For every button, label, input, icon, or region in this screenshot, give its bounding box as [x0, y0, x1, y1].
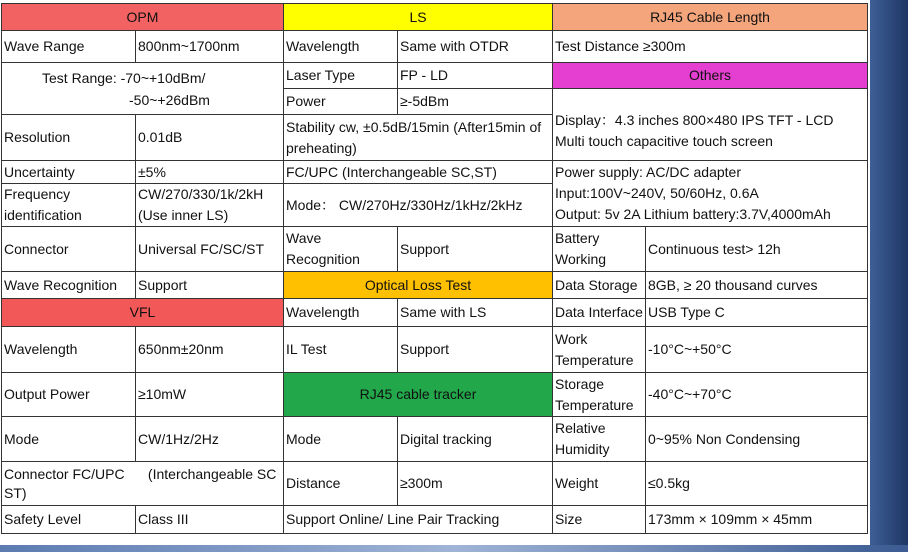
- battery-label: Battery Working: [553, 227, 646, 272]
- vfl-wavelength-label: Wavelength: [2, 327, 136, 373]
- rj45-test-distance: Test Distance ≥300m: [553, 31, 868, 63]
- ls-mode: Mode： CW/270Hz/330Hz/1kHz/2kHz: [284, 184, 553, 227]
- header-rj45-length: RJ45 Cable Length: [553, 4, 868, 31]
- others-touch-line: Multi touch capacitive touch screen: [555, 132, 773, 149]
- tracker-distance-label: Distance: [284, 462, 398, 506]
- opm-connector-value: Universal FC/SC/ST: [136, 227, 284, 272]
- header-opm: OPM: [2, 4, 284, 31]
- ls-stability: Stability cw, ±0.5dB/15min (After15min of preheating): [284, 115, 553, 161]
- header-optical-loss: Optical Loss Test: [284, 272, 553, 299]
- tracker-mode-value: Digital tracking: [398, 417, 553, 462]
- opm-freq-value: CW/270/330/1k/2kH (Use inner LS): [136, 184, 284, 227]
- opm-resolution-label: Resolution: [2, 115, 136, 161]
- vfl-mode-label: Mode: [2, 417, 136, 462]
- vfl-connector: Connector FC/UPC (Interchangeable SC ST): [2, 462, 284, 506]
- olt-wavelength-label: Wavelength: [284, 299, 398, 327]
- others-power-supply: Power supply: AC/DC adapter: [555, 164, 741, 180]
- ls-wavelength-label: Wavelength: [284, 31, 398, 63]
- work-temp-value: -10°C~+50°C: [646, 327, 868, 373]
- data-storage-value: 8GB, ≥ 20 thousand curves: [646, 272, 868, 299]
- humidity-label: Relative Humidity: [553, 417, 646, 462]
- ls-connector: FC/UPC (Interchangeable SC,ST): [284, 161, 553, 184]
- ls-power-value: ≥-5dBm: [398, 89, 553, 115]
- others-input: Input:100V~240V, 50/60Hz, 0.6A: [555, 185, 759, 201]
- tracker-distance-value: ≥300m: [398, 462, 553, 506]
- ls-wave-recog-label: Wave Recognition: [284, 227, 398, 272]
- opm-test-range-line2: -50~+26dBm: [129, 91, 210, 108]
- olt-il-value: Support: [398, 327, 553, 373]
- vfl-output-value: ≥10mW: [136, 373, 284, 417]
- background-gradient: [870, 0, 908, 552]
- ls-laser-label: Laser Type: [284, 63, 398, 89]
- header-vfl: VFL: [2, 299, 284, 327]
- vfl-output-label: Output Power: [2, 373, 136, 417]
- work-temp-label: Work Temperature: [553, 327, 646, 373]
- opm-connector-label: Connector: [2, 227, 136, 272]
- vfl-safety-label: Safety Level: [2, 506, 136, 534]
- weight-value: ≤0.5kg: [646, 462, 868, 506]
- opm-test-range-line1: Test Range: -70~+10dBm/: [42, 69, 206, 86]
- others-display-line: Display：4.3 inches 800×480 IPS TFT - LCD: [555, 111, 834, 128]
- opm-wave-recog-label: Wave Recognition: [2, 272, 136, 299]
- data-interface-value: USB Type C: [646, 299, 868, 327]
- spec-table: [1, 3, 868, 534]
- battery-value: Continuous test> 12h: [646, 227, 868, 272]
- opm-uncertainty-label: Uncertainty: [2, 161, 136, 184]
- ls-wavelength-value: Same with OTDR: [398, 31, 553, 63]
- header-rj45-tracker: RJ45 cable tracker: [284, 373, 553, 417]
- ls-laser-value: FP - LD: [398, 63, 553, 89]
- weight-label: Weight: [553, 462, 646, 506]
- vfl-safety-value: Class III: [136, 506, 284, 534]
- storage-temp-value: -40°C~+70°C: [646, 373, 868, 417]
- data-interface-label: Data Interface: [553, 299, 646, 327]
- opm-test-range: [2, 63, 284, 115]
- opm-freq-label: Frequency identification: [2, 184, 136, 227]
- others-output: Output: 5v 2A Lithium battery:3.7V,4000mAh: [555, 206, 831, 222]
- others-display: [553, 89, 868, 161]
- background-bottom-glow: [0, 545, 908, 552]
- storage-temp-label: Storage Temperature: [553, 373, 646, 417]
- header-ls: LS: [284, 4, 553, 31]
- others-power: [553, 161, 868, 227]
- size-label: Size: [553, 506, 646, 534]
- size-value: 173mm × 109mm × 45mm: [646, 506, 868, 534]
- vfl-wavelength-value: 650nm±20nm: [136, 327, 284, 373]
- opm-wave-range-value: 800nm~1700nm: [136, 31, 284, 63]
- tracker-support-online: Support Online/ Line Pair Tracking: [284, 506, 553, 534]
- ls-power-label: Power: [284, 89, 398, 115]
- opm-resolution-value: 0.01dB: [136, 115, 284, 161]
- data-storage-label: Data Storage: [553, 272, 646, 299]
- opm-wave-range-label: Wave Range: [2, 31, 136, 63]
- tracker-mode-label: Mode: [284, 417, 398, 462]
- vfl-mode-value: CW/1Hz/2Hz: [136, 417, 284, 462]
- opm-wave-recog-value: Support: [136, 272, 284, 299]
- olt-il-label: IL Test: [284, 327, 398, 373]
- olt-wavelength-value: Same with LS: [398, 299, 553, 327]
- header-others: Others: [553, 63, 868, 89]
- ls-wave-recog-value: Support: [398, 227, 553, 272]
- humidity-value: 0~95% Non Condensing: [646, 417, 868, 462]
- opm-uncertainty-value: ±5%: [136, 161, 284, 184]
